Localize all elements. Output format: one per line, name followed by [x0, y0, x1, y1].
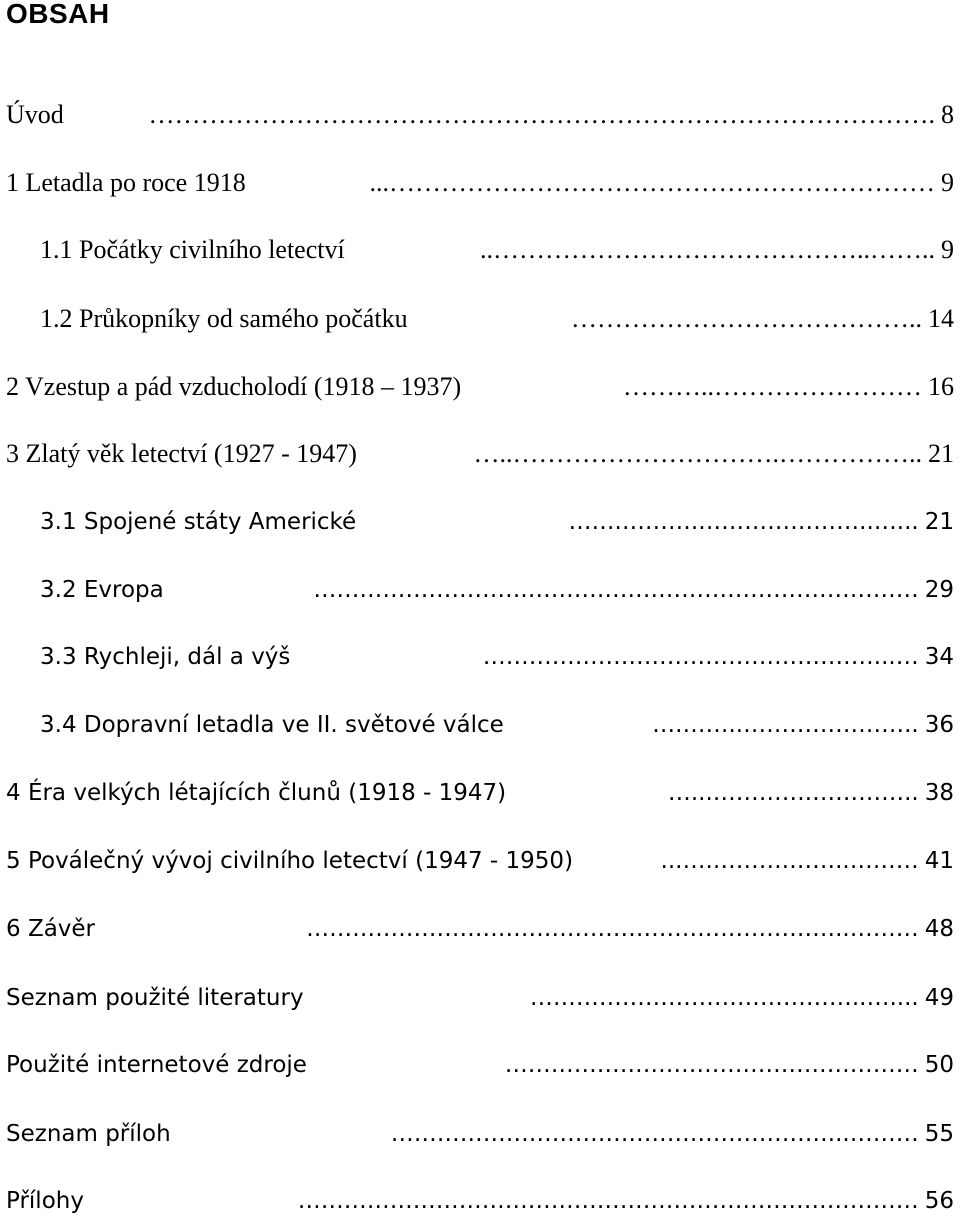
toc-entry-chapter-5[interactable] — [6, 843, 954, 879]
toc-page-number: 38 — [924, 780, 954, 806]
toc-page-number: 48 — [924, 916, 954, 942]
toc-page-number: 29 — [924, 577, 954, 603]
toc-entry-title: 1.2 Průkopníky od samého počátku — [40, 304, 408, 333]
toc-entry-title: 3.2 Evropa — [40, 577, 164, 603]
toc-page-number: 21 — [924, 509, 954, 535]
toc-dot-leader: ...….……….……..……… — [660, 848, 919, 874]
toc-entry-section-1-2[interactable] — [40, 301, 954, 337]
toc-page-number: 36 — [924, 712, 954, 738]
toc-entry-chapter-4[interactable] — [6, 775, 954, 811]
toc-dot-leader: ...……………………………………………………… — [369, 168, 935, 197]
toc-entry-title: Použité internetové zdroje — [6, 1052, 307, 1078]
toc-entry-title: 3 Zlatý věk letectví (1927 - 1947) — [6, 439, 357, 468]
toc-entry-uvod[interactable] — [6, 97, 954, 133]
toc-dot-leader: ……………………………………………… — [504, 1052, 919, 1078]
toc-dot-leader: …………………………………………………...……… — [390, 1121, 919, 1147]
toc-entry-chapter-3[interactable] — [6, 436, 954, 472]
toc-entry-title: 3.1 Spojené státy Americké — [40, 509, 357, 535]
toc-entry-title: 1.1 Počátky civilního letectví — [40, 235, 345, 264]
toc-page-number: 50 — [924, 1052, 954, 1078]
toc-dot-leader: ………………………………………………………………………………. — [148, 100, 935, 129]
toc-page-number: 21 — [928, 439, 954, 468]
toc-page-number: 55 — [924, 1121, 954, 1147]
toc-entry-section-3-2[interactable] — [40, 572, 954, 608]
toc-entry-title: 1 Letadla po roce 1918 — [6, 168, 246, 197]
toc-dot-leader: ……………………….…………………………………………… — [313, 577, 919, 603]
toc-entry-title: Přílohy — [6, 1188, 84, 1214]
toc-page-number: 49 — [924, 985, 954, 1011]
toc-dot-leader: ………..…………………… — [623, 372, 922, 401]
toc-page-number: 9 — [941, 235, 954, 264]
toc-entry-appendix-list[interactable] — [6, 1116, 954, 1152]
toc-entry-title: 4 Éra velkých létajících člunů (1918 - 1947) — [6, 780, 507, 806]
toc-dot-leader: …...………….………….. — [667, 780, 919, 806]
toc-entry-title: Seznam příloh — [6, 1121, 171, 1147]
toc-dot-leader: ……………………………………………...… — [482, 644, 919, 670]
toc-entry-title: Seznam použité literatury — [6, 985, 304, 1011]
toc-entry-literature[interactable] — [6, 980, 954, 1016]
toc-entry-section-3-4[interactable] — [40, 707, 954, 743]
toc-entry-title: 2 Vzestup a pád vzducholodí (1918 – 1937) — [6, 372, 462, 401]
toc-entry-chapter-1[interactable] — [6, 165, 954, 201]
toc-entry-section-3-3[interactable] — [40, 639, 954, 675]
toc-dot-leader: ..……………………………………..…….. — [480, 235, 935, 264]
toc-dot-leader: ……………………………………………………………..……… — [306, 916, 919, 942]
toc-dot-leader: ……………………………………..….... — [529, 985, 919, 1011]
toc-page-number: 56 — [924, 1188, 954, 1214]
toc-dot-leader: ……………………………………………………………………… — [297, 1188, 919, 1214]
toc-page-number: 8 — [941, 100, 954, 129]
toc-dot-leader: ….……..………………….. — [652, 712, 919, 738]
toc-dot-leader: …….……….…………………..…... — [568, 509, 919, 535]
toc-page-number: 14 — [928, 304, 954, 333]
toc-entry-chapter-2[interactable] — [6, 369, 954, 405]
toc-page-number: 34 — [924, 644, 954, 670]
toc-entry-internet-sources[interactable] — [6, 1047, 954, 1083]
toc-dot-leader: …..………………………….…………….. — [473, 439, 922, 468]
toc-entry-title: Úvod — [6, 100, 64, 129]
toc-entry-title: 3.4 Dopravní letadla ve II. světové válce — [40, 712, 504, 738]
toc-entry-chapter-6[interactable] — [6, 911, 954, 947]
toc-page-number: 9 — [941, 168, 954, 197]
toc-entry-section-3-1[interactable] — [40, 504, 954, 540]
page-title: OBSAH — [6, 0, 110, 29]
toc-page-number: 16 — [928, 372, 954, 401]
toc-entry-title: 6 Závěr — [6, 916, 96, 942]
toc-page-number: 41 — [924, 848, 954, 874]
toc-entry-title: 5 Poválečný vývoj civilního letectví (1947 - 1950) — [6, 848, 574, 874]
toc-entry-title: 3.3 Rychleji, dál a výš — [40, 644, 291, 670]
toc-entry-section-1-1[interactable] — [40, 232, 954, 268]
toc-entry-appendices[interactable] — [6, 1183, 954, 1219]
toc-dot-leader: ………………………………….. — [571, 304, 922, 333]
